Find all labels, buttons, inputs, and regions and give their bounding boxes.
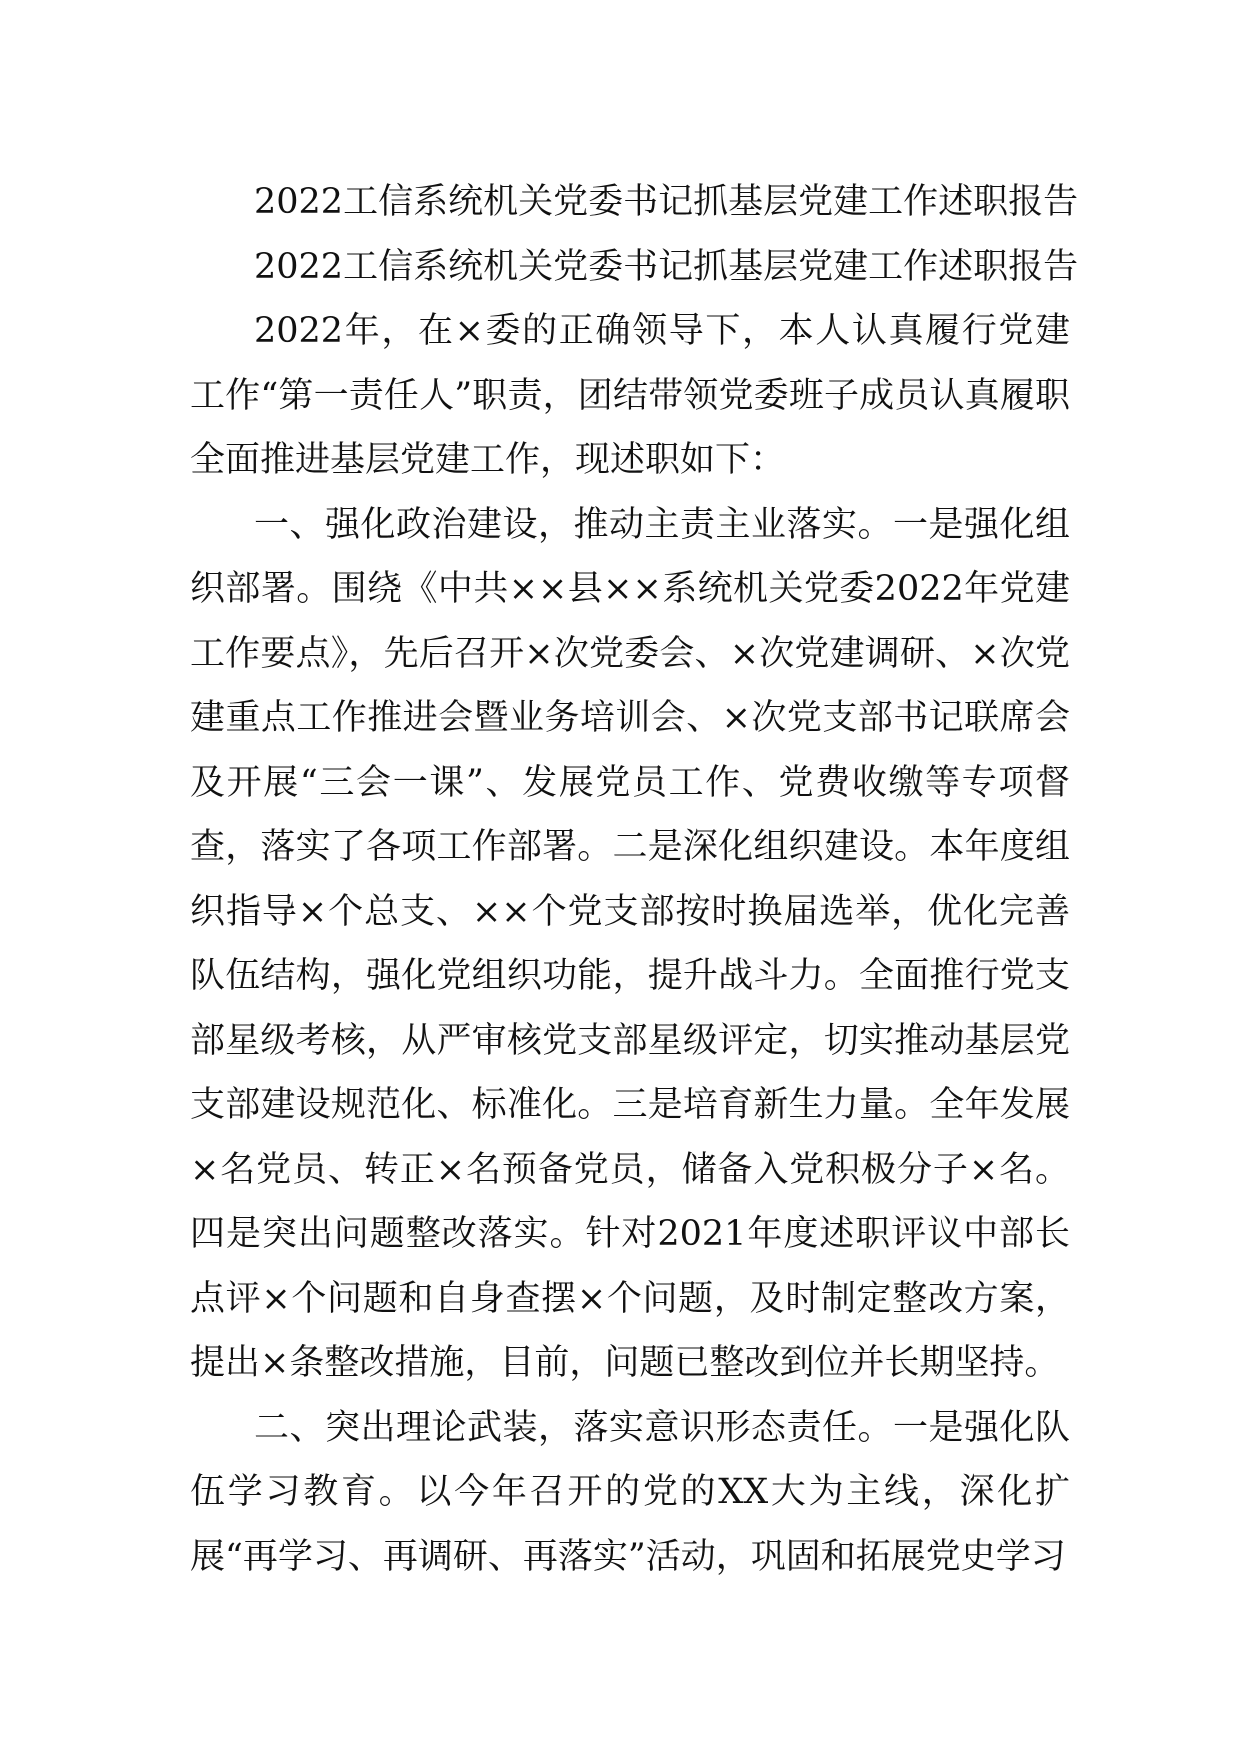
paragraph-section-1: 一、强化政治建设，推动主责主业落实。一是强化组织部署。围绕《中共××县××系统机关党委2022年党建工作要点》，先后召开×次党委会、×次党建调研、×次党建重点工作推进会暨业务培训会、×次党支部书记联席会及开展“三会一课”、发展党员工作、党费收缴等专项督查，落实了各项工作部署。二是深化组织建设。本年度组织指导×个总支、××个党支部按时换届选举，优化完善队伍结构，强化党组织功能，提升战斗力。全面推行党支部星级考核，从严审核党支部星级评定，切实推动基层党支部建设规范化、标准化。三是培育新生力量。全年发展×名党员、转正×名预备党员，储备入党积极分子×名。四是突出问题整改落实。针对2021年度述职评议中部长点评×个问题和自身查摆×个问题，及时制定整改方案，提出×条整改措施，目前，问题已整改到位并长期坚持。	[190, 504, 1070, 1383]
document-title: 2022工信系统机关党委书记抓基层党建工作述职报告	[254, 182, 1079, 222]
paragraph-intro: 2022年，在×委的正确领导下，本人认真履行党建工作“第一责任人”职责，团结带领党委班子成员认真履职全面推进基层党建工作，现述职如下：	[190, 311, 1070, 480]
document-subtitle: 2022工信系统机关党委书记抓基层党建工作述职报告	[254, 246, 1079, 287]
paragraph-section-2: 二、突出理论武装，落实意识形态责任。一是强化队伍学习教育。以今年召开的党的XX大为主线，深化扩展“再学习、再调研、再落实”活动，巩固和拓展党史学习	[190, 1407, 1070, 1577]
document-body	[190, 170, 1079, 1589]
